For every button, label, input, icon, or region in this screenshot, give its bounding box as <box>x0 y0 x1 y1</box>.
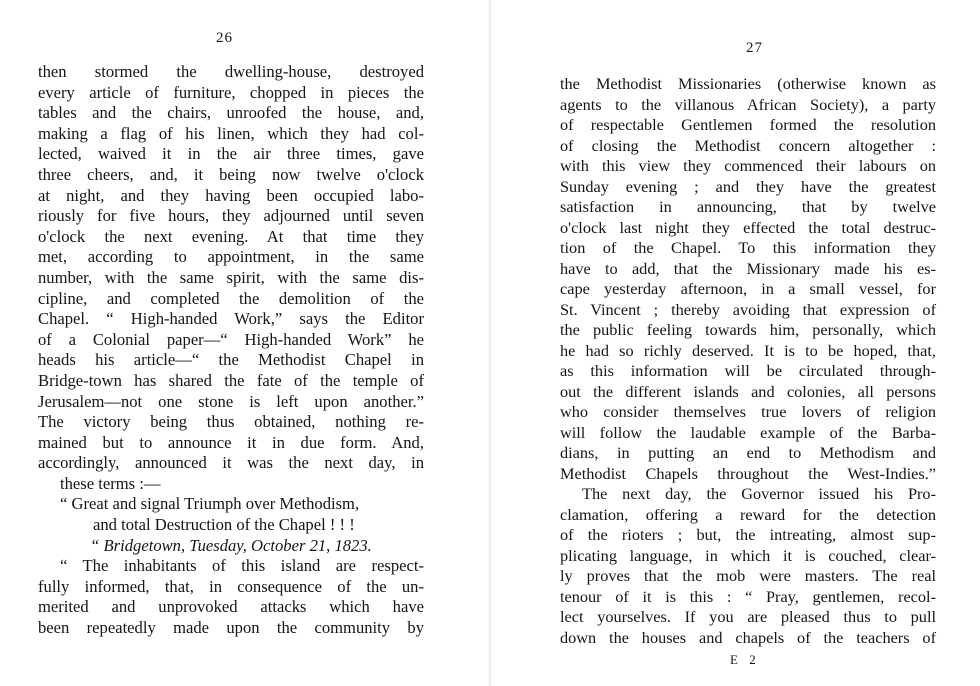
text-line: these terms :— <box>60 473 161 493</box>
text-line: Bridge-town has shared the fate of the temple of <box>38 370 424 390</box>
text-line: cipline, and completed the demolition of the <box>38 288 424 308</box>
text-line: at night, and they having been occupied labo- <box>38 185 424 205</box>
text-line: he had so richly deserved. It is to be hoped, that, <box>560 340 936 360</box>
page-body <box>38 62 424 639</box>
page-number: 27 <box>746 40 763 56</box>
text-line: Sunday evening ; and they have the greatest <box>560 176 936 196</box>
text-line: tenour of it is this : “ Pray, gentlemen, recol- <box>560 586 936 606</box>
text-line: clamation, offering a reward for the detection <box>560 504 936 524</box>
text-line: the Methodist Missionaries (otherwise known as <box>560 74 936 93</box>
text-line: riously for five hours, they adjourned until seven <box>38 206 424 226</box>
text-line: plicating language, in which it is couched, clear- <box>560 545 936 565</box>
signature-mark: E 2 <box>730 652 760 667</box>
text-line: then stormed the dwelling-house, destroyed <box>38 62 424 81</box>
text-line: of closing the Methodist concern altogether : <box>560 135 936 155</box>
text-line: down the houses and chapels of the teachers of <box>560 627 936 647</box>
text-line: tion of the Chapel. To this information they <box>560 238 936 257</box>
text-line: Chapel. “ High-handed Work,” says the Editor <box>38 309 424 329</box>
text-line: as this information will be circulated through- <box>560 361 936 380</box>
text-line: of a Colonial paper—“ High-handed Work” he <box>38 329 424 349</box>
text-line: the public feeling towards him, personally, which <box>560 320 936 339</box>
text-line: making a flag of his linen, which they had col- <box>38 123 424 143</box>
text-line: agents to the villanous African Society), a party <box>560 94 936 114</box>
text-line: The next day, the Governor issued his Pro- <box>582 484 936 503</box>
right-page <box>490 0 980 686</box>
text-line: cape yesterday afternoon, in a small vessel, for <box>560 279 936 298</box>
text-line: “ The inhabitants of this island are respect- <box>60 556 424 576</box>
text-line: lect yourselves. If you are pleased thus to pull <box>560 607 936 626</box>
proclamation-subheadline: and total Destruction of the Chapel ! ! ! <box>93 515 355 535</box>
text-line: been repeatedly made upon the community by <box>38 618 424 638</box>
text-line: merited and unprovoked attacks which have <box>38 597 424 617</box>
text-line: of respectable Gentlemen formed the resolution <box>560 115 936 134</box>
text-line: number, with the same spirit, with the same dis- <box>38 267 424 287</box>
text-line: o'clock the next evening. At that time they <box>38 226 424 246</box>
text-line: ly proves that the mob were masters. The real <box>560 566 936 585</box>
text-line: accordingly, announced it was the next day, in <box>38 453 424 473</box>
page-number: 26 <box>216 30 233 46</box>
text-line: Jerusalem—not one stone is left upon another.” <box>38 391 424 411</box>
page-body <box>560 74 936 648</box>
dateline: “ Bridgetown, Tuesday, October 21, 1823. <box>90 535 372 555</box>
text-line: tables and the chairs, unroofed the house, and, <box>38 103 424 123</box>
text-line: Methodist Chapels throughout the West-Indies.” <box>560 463 936 483</box>
text-line: met, according to appointment, in the same <box>38 247 424 267</box>
text-line: have to add, that the Missionary made his es- <box>560 258 936 278</box>
text-line: mained but to announce it in due form. And, <box>38 432 424 452</box>
text-line: of the rioters ; but, the intreating, almost sup- <box>560 525 936 544</box>
text-line: heads his article—“ the Methodist Chapel in <box>38 350 424 370</box>
text-line: o'clock last night they effected the total destruc- <box>560 217 936 237</box>
text-line: every article of furniture, chopped in pieces the <box>38 82 424 102</box>
text-line: lected, waived it in the air three times, gave <box>38 144 424 164</box>
text-line: dians, in putting an end to Methodism and <box>560 443 936 462</box>
text-line: The victory being thus obtained, nothing re- <box>38 412 424 432</box>
text-line: three cheers, and, it being now twelve o'clock <box>38 164 424 184</box>
text-line: who consider themselves true lovers of religion <box>560 402 936 421</box>
text-line: will follow the laudable example of the Barba- <box>560 422 936 442</box>
text-line: out the different islands and colonies, all persons <box>560 381 936 401</box>
proclamation-headline: “ Great and signal Triumph over Methodism, <box>60 494 360 514</box>
text-line: with this view they commenced their labours on <box>560 156 936 175</box>
text-line: St. Vincent ; thereby avoiding that expression of <box>560 299 936 319</box>
text-line: fully informed, that, in consequence of the un- <box>38 576 424 596</box>
text-line: satisfaction in announcing, that by twelve <box>560 197 936 216</box>
